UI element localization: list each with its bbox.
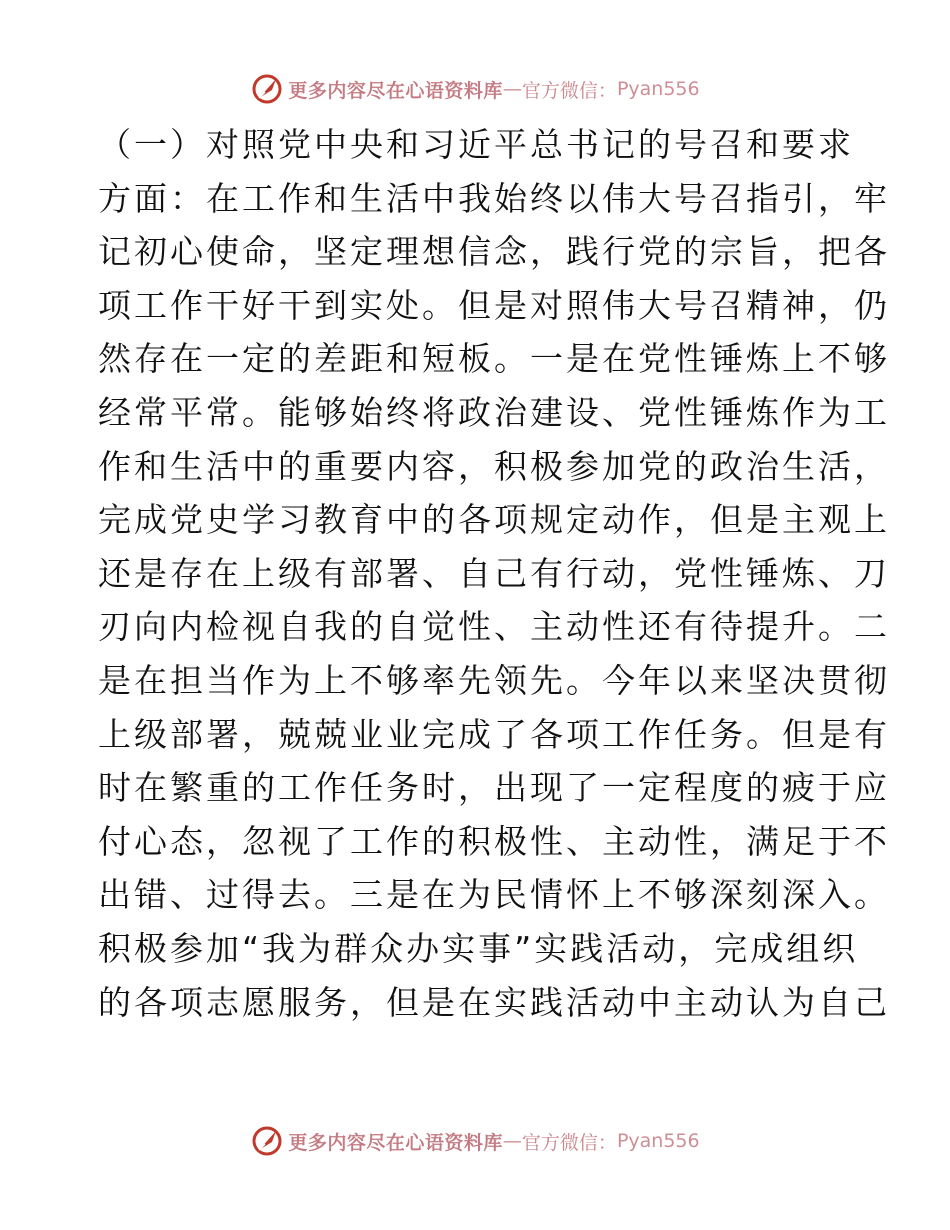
body-line: 的各项志愿服务，但是在实践活动中主动认为自己 [98, 982, 890, 1022]
body-line: 记初心使命，坚定理想信念，践行党的宗旨，把各 [98, 232, 890, 272]
footer-watermark [0, 1124, 950, 1158]
watermark-main-text: 更多内容尽在心语资料库 [288, 1131, 503, 1154]
body-line: 上级部署，兢兢业业完成了各项工作任务。但是有 [98, 714, 890, 754]
body-line: 还是存在上级有部署、自己有行动，党性锤炼、刀 [98, 553, 890, 593]
body-line: 然存在一定的差距和短板。一是在党性锤炼上不够 [98, 339, 890, 379]
document-body [98, 118, 890, 1029]
watermark-separator: — [502, 1130, 522, 1152]
body-line: 作和生活中的重要内容，积极参加党的政治生活， [98, 446, 890, 486]
body-line: 经常平常。能够始终将政治建设、党性锤炼作为工 [98, 392, 890, 432]
quill-logo-icon [250, 1124, 284, 1158]
body-line: 刃向内检视自我的自觉性、主动性还有待提升。二 [98, 607, 890, 647]
watermark-wechat-id: Pyan556 [616, 1130, 700, 1152]
body-line: 时在繁重的工作任务时，出现了一定程度的疲于应 [98, 768, 890, 808]
watermark-suffix: 官方微信： [521, 79, 617, 102]
body-line: 付心态，忽视了工作的积极性、主动性，满足于不 [98, 821, 890, 861]
watermark-separator: — [502, 78, 522, 100]
watermark-suffix: 官方微信： [521, 1131, 617, 1154]
header-watermark [0, 72, 950, 106]
body-line: 完成党史学习教育中的各项规定动作，但是主观上 [98, 500, 890, 540]
body-line: 方面：在工作和生活中我始终以伟大号召指引，牢 [98, 178, 890, 218]
body-line: 积极参加“我为群众办实事”实践活动，完成组织 [98, 928, 859, 968]
body-line: （一）对照党中央和习近平总书记的号召和要求 [98, 125, 854, 164]
body-line: 出错、过得去。三是在为民情怀上不够深刻深入。 [98, 875, 890, 915]
body-line: 项工作干好干到实处。但是对照伟大号召精神，仍 [98, 285, 890, 325]
quill-logo-icon [250, 72, 284, 106]
watermark-main-text: 更多内容尽在心语资料库 [288, 79, 503, 102]
body-line: 是在担当作为上不够率先领先。今年以来坚决贯彻 [98, 660, 890, 700]
watermark-wechat-id: Pyan556 [616, 78, 700, 100]
